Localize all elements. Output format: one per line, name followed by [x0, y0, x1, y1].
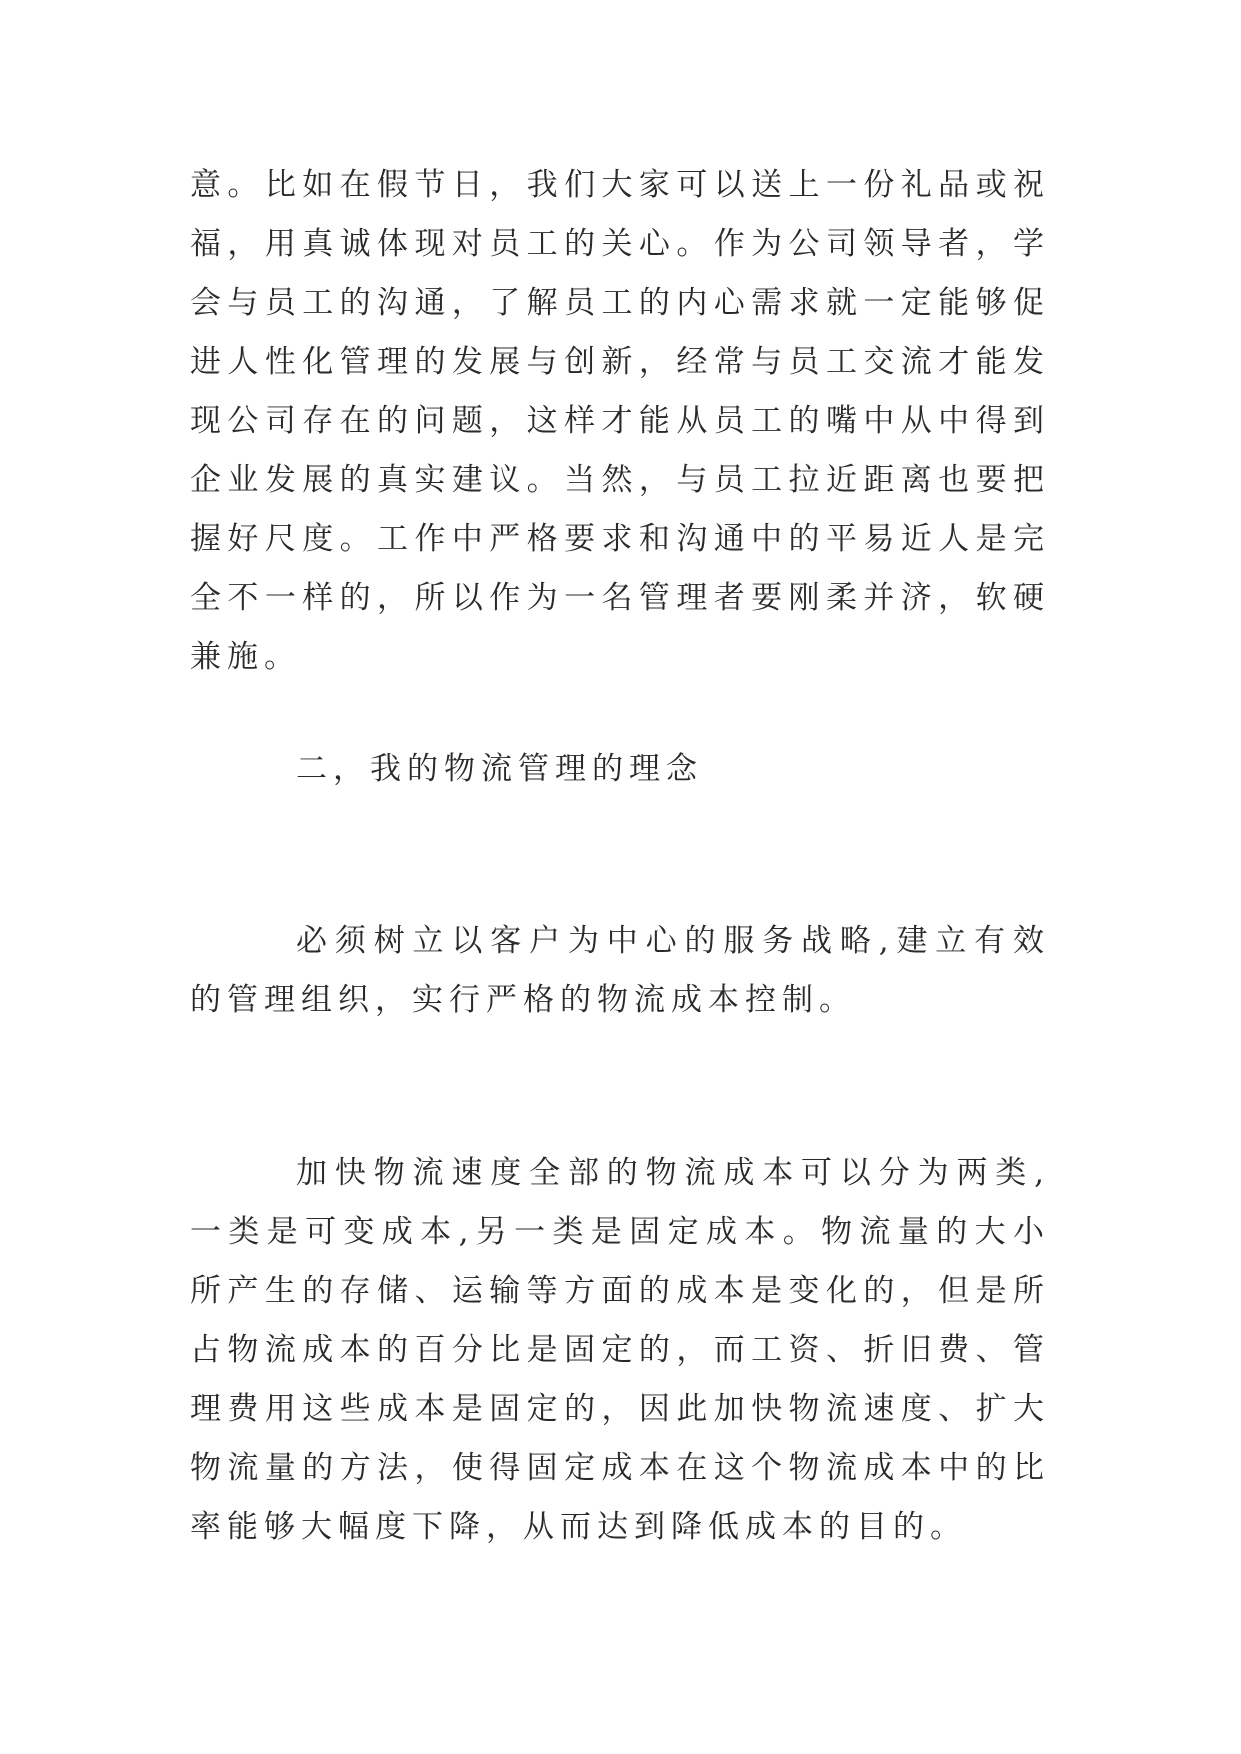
paragraph-customer-strategy: 必须树立以客户为中心的服务战略,建立有效的管理组织，实行严格的物流成本控制。	[190, 923, 1050, 1018]
section-heading: 二，我的物流管理的理念	[296, 751, 703, 787]
paragraph-continuation: 意。比如在假节日，我们大家可以送上一份礼品或祝福，用真诚体现对员工的关心。作为公司领导者，学会与员工的沟通，了解员工的内心需求就一定能够促进人性化管理的发展与创新，经常与员工交流才能发现公司存在的问题，这样才能从员工的嘴中从中得到企业发展的真实建议。当然，与员工拉近距离也要把握好尺度。工作中严格要求和沟通中的平易近人是完全不一样的，所以作为一名管理者要刚柔并济，软硬兼施。	[190, 167, 1050, 675]
paragraph-logistics-speed: 加快物流速度全部的物流成本可以分为两类,一类是可变成本,另一类是固定成本。物流量的大小所产生的存储、运输等方面的成本是变化的，但是所占物流成本的百分比是固定的，而工资、折旧费、管理费用这些成本是固定的，因此加快物流速度、扩大物流量的方法，使得固定成本在这个物流成本中的比率能够大幅度下降，从而达到降低成本的目的。	[190, 1155, 1050, 1545]
